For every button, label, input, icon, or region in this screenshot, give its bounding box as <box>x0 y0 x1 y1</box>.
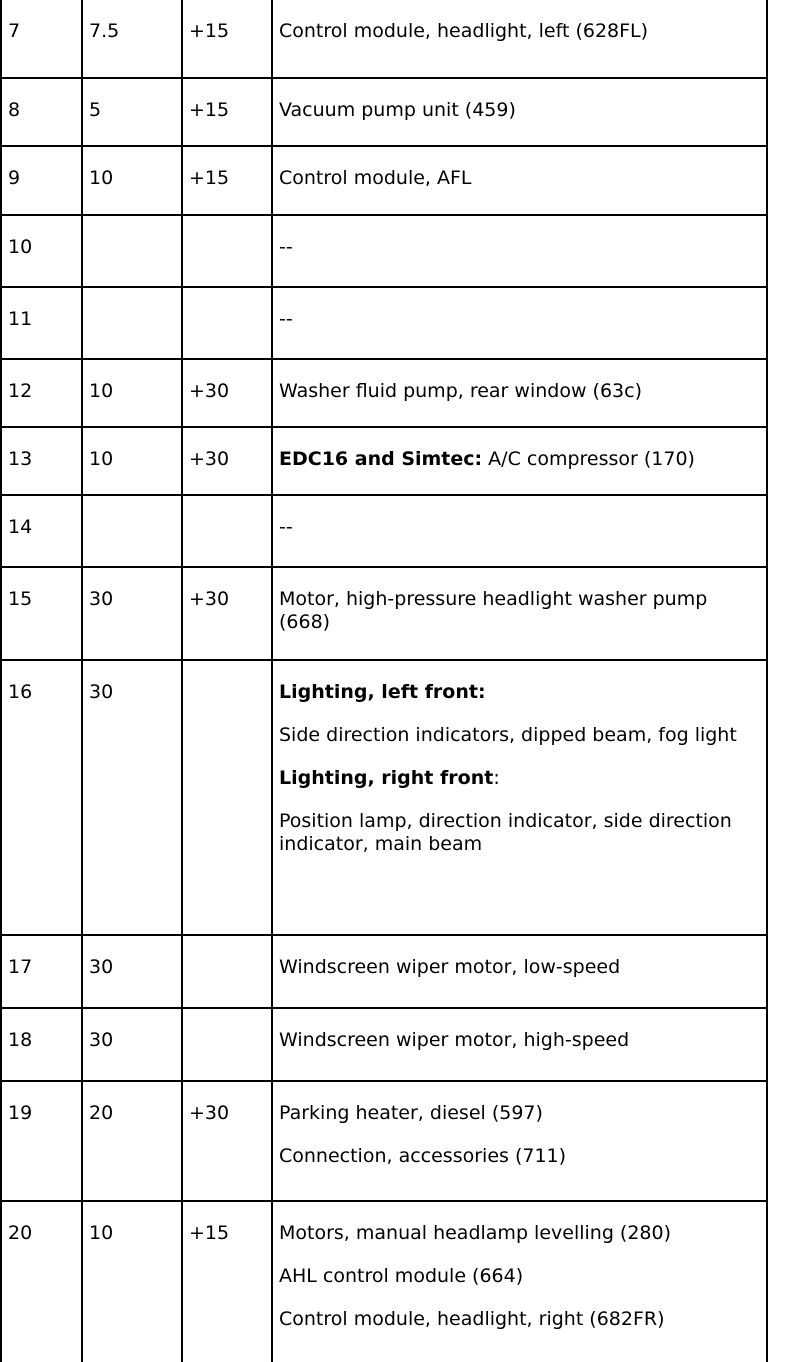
amperage-cell <box>82 215 182 287</box>
description-cell <box>272 495 767 567</box>
description-paragraph <box>279 1029 762 1052</box>
description-text: Control module, headlight, right (682FR) <box>279 1308 665 1330</box>
fuse-table-body <box>1 0 767 1362</box>
description-paragraph <box>279 167 762 190</box>
description-paragraph <box>279 1265 762 1288</box>
table-row <box>1 427 767 495</box>
description-cell <box>272 660 767 935</box>
description-paragraph <box>279 588 762 634</box>
description-text: : <box>493 767 500 789</box>
fuse-number-cell: 12 <box>1 359 82 427</box>
description-cell <box>272 427 767 495</box>
table-row <box>1 287 767 359</box>
terminal-cell <box>182 1008 272 1081</box>
description-cell <box>272 1008 767 1081</box>
table-row <box>1 359 767 427</box>
fuse-number-cell: 19 <box>1 1081 82 1201</box>
description-text: Control module, headlight, left (628FL) <box>279 20 649 42</box>
description-bold-label: Lighting, left front: <box>279 681 486 703</box>
table-row <box>1 78 767 146</box>
description-paragraph <box>279 308 762 331</box>
fuse-number-cell: 18 <box>1 1008 82 1081</box>
description-text: A/C compressor (170) <box>482 448 695 470</box>
amperage-cell <box>82 495 182 567</box>
amperage-cell: 5 <box>82 78 182 146</box>
description-paragraph <box>279 767 762 790</box>
description-paragraph <box>279 681 762 704</box>
description-text: Parking heater, diesel (597) <box>279 1102 543 1124</box>
amperage-cell: 10 <box>82 427 182 495</box>
description-paragraph <box>279 1145 762 1168</box>
table-row <box>1 1201 767 1362</box>
description-text: Washer fluid pump, rear window (63c) <box>279 380 642 402</box>
description-cell <box>272 359 767 427</box>
description-paragraph <box>279 1222 762 1245</box>
description-paragraph <box>279 448 762 471</box>
description-cell <box>272 0 767 78</box>
table-row <box>1 495 767 567</box>
terminal-cell <box>182 935 272 1008</box>
description-paragraph <box>279 956 762 979</box>
fuse-number-cell: 10 <box>1 215 82 287</box>
fuse-number-cell: 11 <box>1 287 82 359</box>
description-text: -- <box>279 516 293 538</box>
terminal-cell: +30 <box>182 567 272 660</box>
description-cell <box>272 1081 767 1201</box>
description-text: Control module, AFL <box>279 167 472 189</box>
amperage-cell: 10 <box>82 1201 182 1362</box>
description-bold-label: Lighting, right front <box>279 767 494 789</box>
fuse-number-cell: 7 <box>1 0 82 78</box>
table-row <box>1 146 767 215</box>
table-row <box>1 1081 767 1201</box>
amperage-cell: 10 <box>82 359 182 427</box>
fuse-number-cell: 15 <box>1 567 82 660</box>
amperage-cell: 7.5 <box>82 0 182 78</box>
terminal-cell <box>182 660 272 935</box>
terminal-cell <box>182 287 272 359</box>
description-text: Connection, accessories (711) <box>279 1145 567 1167</box>
description-paragraph <box>279 516 762 539</box>
table-row <box>1 1008 767 1081</box>
description-text: -- <box>279 236 293 258</box>
description-cell <box>272 567 767 660</box>
terminal-cell: +15 <box>182 0 272 78</box>
table-row <box>1 935 767 1008</box>
amperage-cell: 10 <box>82 146 182 215</box>
amperage-cell: 30 <box>82 1008 182 1081</box>
fuse-number-cell: 20 <box>1 1201 82 1362</box>
amperage-cell: 30 <box>82 935 182 1008</box>
description-paragraph <box>279 724 762 747</box>
description-paragraph <box>279 20 762 43</box>
description-cell <box>272 935 767 1008</box>
fuse-number-cell: 16 <box>1 660 82 935</box>
terminal-cell <box>182 495 272 567</box>
description-text: Motors, manual headlamp levelling (280) <box>279 1222 672 1244</box>
description-text: Windscreen wiper motor, high-speed <box>279 1029 630 1051</box>
description-cell <box>272 215 767 287</box>
fuse-number-cell: 17 <box>1 935 82 1008</box>
fuse-number-cell: 13 <box>1 427 82 495</box>
terminal-cell: +15 <box>182 1201 272 1362</box>
description-text: -- <box>279 308 293 330</box>
amperage-cell: 30 <box>82 660 182 935</box>
terminal-cell: +15 <box>182 78 272 146</box>
terminal-cell: +30 <box>182 359 272 427</box>
description-bold-label: EDC16 and Simtec: <box>279 448 483 470</box>
amperage-cell <box>82 287 182 359</box>
terminal-cell: +30 <box>182 1081 272 1201</box>
terminal-cell <box>182 215 272 287</box>
description-cell <box>272 1201 767 1362</box>
description-text: Side direction indicators, dipped beam, fog light <box>279 724 737 746</box>
description-paragraph <box>279 380 762 403</box>
amperage-cell: 30 <box>82 567 182 660</box>
terminal-cell: +15 <box>182 146 272 215</box>
description-paragraph <box>279 236 762 259</box>
description-cell <box>272 287 767 359</box>
description-text: Vacuum pump unit (459) <box>279 99 516 121</box>
description-text: Position lamp, direction indicator, side direction indicator, main beam <box>279 810 732 855</box>
fuse-number-cell: 8 <box>1 78 82 146</box>
fuse-number-cell: 14 <box>1 495 82 567</box>
description-text: AHL control module (664) <box>279 1265 524 1287</box>
description-paragraph <box>279 1102 762 1125</box>
table-row <box>1 215 767 287</box>
description-cell <box>272 78 767 146</box>
amperage-cell: 20 <box>82 1081 182 1201</box>
description-text: Windscreen wiper motor, low-speed <box>279 956 621 978</box>
table-row <box>1 0 767 78</box>
description-paragraph <box>279 99 762 122</box>
description-paragraph <box>279 810 762 856</box>
table-row <box>1 567 767 660</box>
description-cell <box>272 146 767 215</box>
description-paragraph <box>279 1308 762 1331</box>
description-text: Motor, high-pressure headlight washer pump (668) <box>279 588 708 633</box>
terminal-cell: +30 <box>182 427 272 495</box>
fuse-number-cell: 9 <box>1 146 82 215</box>
table-row <box>1 660 767 935</box>
